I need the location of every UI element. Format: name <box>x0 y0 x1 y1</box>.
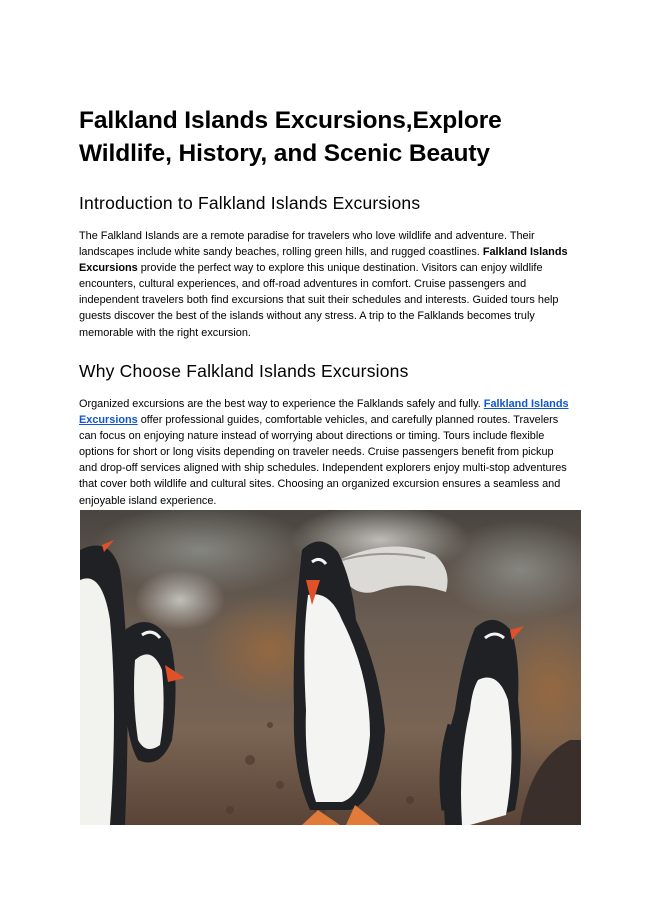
section-paragraph-introduction <box>79 228 571 341</box>
section-heading-introduction: Introduction to Falkland Islands Excursions <box>79 193 421 213</box>
section-paragraph-why-choose <box>79 396 571 509</box>
bold-keyword: Falkland Islands Excursions <box>79 246 568 275</box>
section-heading-why-choose: Why Choose Falkland Islands Excursions <box>79 361 409 381</box>
penguins-photo <box>80 510 581 825</box>
paragraph-text: The Falkland Islands are a remote paradise for travelers who love wildlife and adventure. Their landscapes include white sandy beaches, rolling green hills, and rugged coastlines. <box>79 230 535 259</box>
excursions-link[interactable]: Falkland Islands Excursions <box>79 398 569 427</box>
background-blur <box>135 570 225 630</box>
penguin-left-edge <box>80 540 128 825</box>
page-title: Falkland Islands Excursions,Explore Wildlife, History, and Scenic Beauty <box>79 107 502 167</box>
paragraph-text: provide the perfect way to explore this unique destination. Visitors can enjoy wildlife encounters, cultural experiences, and off-road adventures in comfort. Cruise passengers and independent travelers both find excursions that suit their schedules and interests. Guided tours help guests discover the best of the islands without any stress. A trip to the Falklands becomes truly memorable with the right excursion. <box>79 262 559 339</box>
paragraph-text: Organized excursions are the best way to experience the Falklands safely and fully. <box>79 398 484 410</box>
paragraph-text: offer professional guides, comfortable vehicles, and carefully planned routes. Travelers can focus on enjoying nature instead of worrying about directions or timing. Tours include flexible options for short or long visits depending on traveler needs. Cruise passengers benefit from pickup and drop-off services aligned with ship schedules. Independent explorers enjoy multi-stop adventures that cover both wildlife and cultural sites. Choosing an organized excursion ensures a seamless and enjoyable island experience. <box>79 414 567 507</box>
